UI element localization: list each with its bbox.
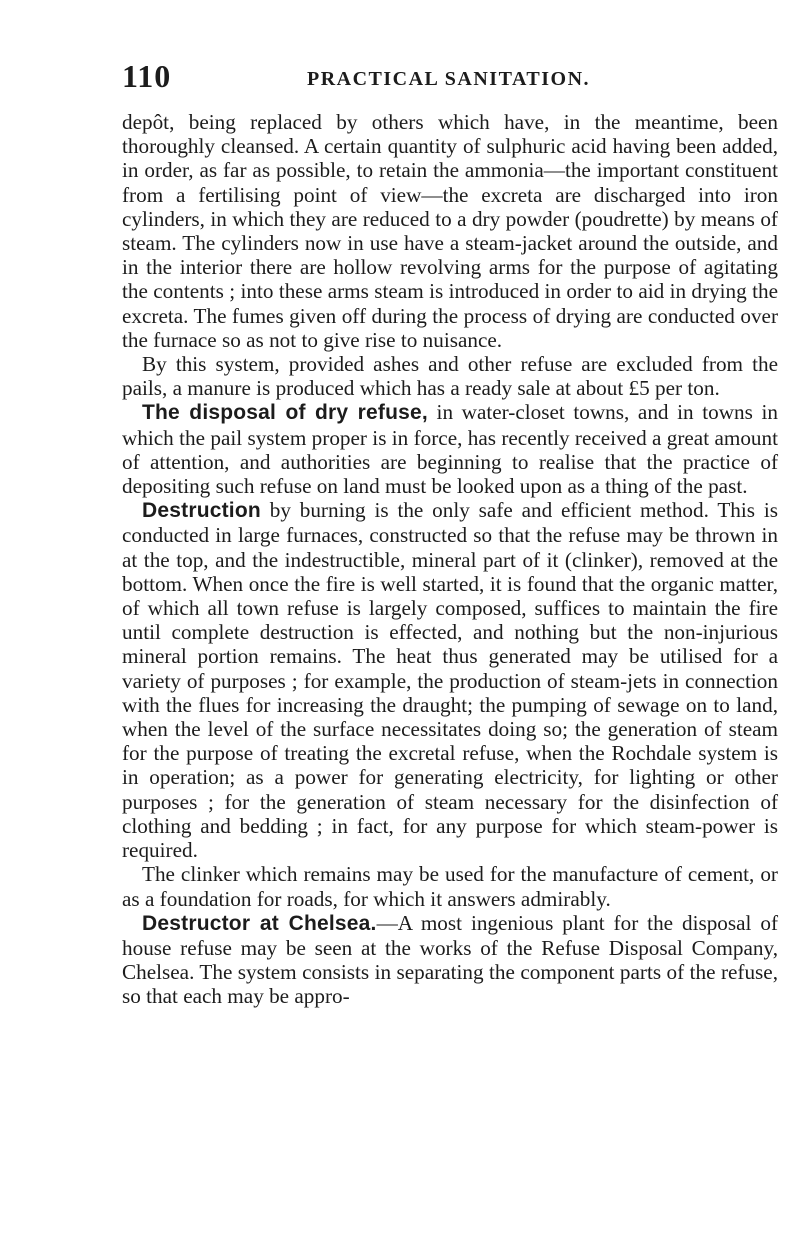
paragraph-text: By this system, provided ashes and other refuse are excluded from the pails, a manure is produced which has a ready sale at about £5 per ton. (122, 352, 778, 401)
running-title: PRACTICAL SANITATION. (307, 68, 591, 90)
body-text (122, 110, 778, 1009)
section-heading-destruction: Destruction (142, 499, 261, 523)
paragraph-manure-sale (122, 352, 778, 400)
paragraph-chelsea-destructor (122, 911, 778, 1009)
paragraph-text: depôt, being replaced by others which have, in the meantime, been thoroughly cleansed. A certain quantity of sulphuric acid having been added, in order, as far as possible, to retain the ammonia—the important constituent from a fertilising point of view—the excreta are discharged into iron cylinders, in which they are reduced to a dry powder (poudrette) by means of steam. The cylinders now in use have a steam-jacket around the outside, and in the interior there are hollow revolving arms for the purpose of agitating the contents ; into these arms steam is introduced in order to aid in drying the excreta. The fumes given off during the process of drying are conducted over the furnace so as not to give rise to nuisance. (122, 110, 778, 352)
paragraph-destruction (122, 498, 778, 862)
section-heading-chelsea: Destructor at Chelsea. (142, 911, 377, 935)
section-heading-dry-refuse: The disposal of dry refuse, (142, 401, 428, 425)
paragraph-text: The clinker which remains may be used for the manufacture of cement, or as a foundation for roads, for which it answers admirably. (122, 862, 778, 911)
paragraph-dry-refuse (122, 400, 778, 498)
paragraph-text: —A most ingenious plant for the disposal of house refuse may be seen at the works of the Refuse Disposal Company, Chelsea. The system consists in separating the component parts of the refuse, so that each may be appro- (122, 910, 779, 1009)
running-head (122, 58, 761, 94)
page-number: 110 (122, 58, 172, 94)
paragraph-clinker (122, 862, 778, 910)
paragraph-text: in water-closet towns, and in towns in which the pail system proper is in force, has recently received a great amount of attention, and authorities are beginning to realise that the practice of depositing such refuse on land must be looked upon as a thing of the past. (122, 400, 778, 499)
paragraph-poudrette-process (122, 110, 778, 352)
paragraph-text: by burning is the only safe and efficient method. This is conducted in large furnaces, constructed so that the refuse may be thrown in at the top, and the indestructible, mineral part of it (clinker), removed at the bottom. When once the fire is well started, it is found that the organic matter, of which all town refuse is largely composed, suffices to maintain the fire until complete destruction is effected, and nothing but the non-injurious mineral portion remains. The heat thus generated may be utilised for a variety of purposes ; for example, the production of steam-jets in connection with the flues for increasing the draught; the pumping of sewage on to land, when the level of the surface necessitates doing so; the generation of steam for the purpose of treating the excretal refuse, when the Rochdale system is in operation; as a power for generating electricity, for lighting or other purposes ; for the generation of steam necessary for the disinfection of clothing and bedding ; in fact, for any purpose for which steam-power is required. (122, 498, 778, 863)
